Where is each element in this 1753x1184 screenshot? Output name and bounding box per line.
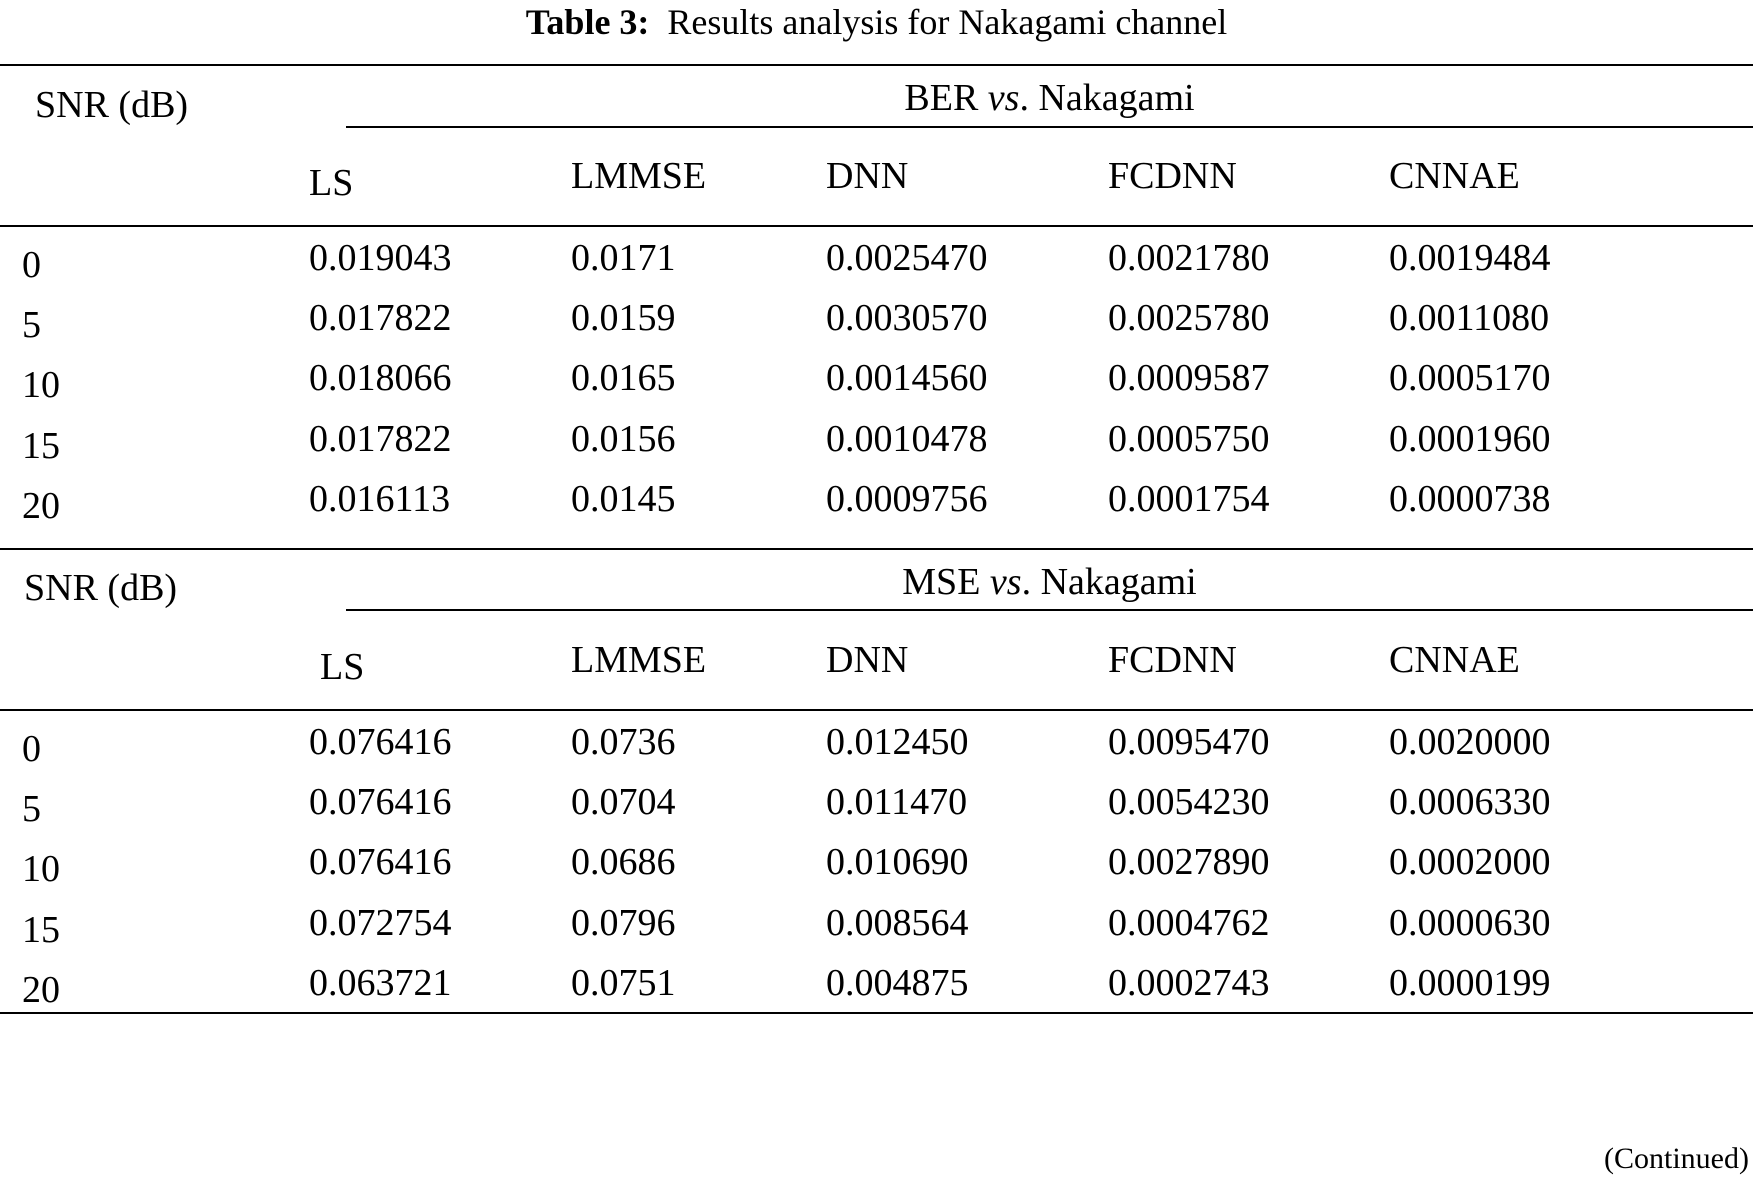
- mse-value: 0.076416: [309, 841, 452, 883]
- continued-note: (Continued): [1604, 1142, 1749, 1175]
- mse-value: 0.004875: [826, 962, 969, 1004]
- mse-value: 0.0000199: [1389, 962, 1551, 1004]
- mse-value: 0.011470: [826, 781, 968, 823]
- ber-value: 0.016113: [309, 478, 451, 520]
- ber-header-rule: [0, 225, 1753, 227]
- bottom-rule: [0, 1012, 1753, 1014]
- mse-value: 0.0006330: [1389, 781, 1551, 823]
- mse-snr: 10: [22, 848, 60, 890]
- ber-value: 0.0009587: [1108, 357, 1270, 399]
- ber-snr: 15: [22, 425, 60, 467]
- ber-channel: . Nakagami: [1019, 77, 1195, 119]
- snr-header-ber: SNR (dB): [35, 84, 189, 126]
- mse-value: 0.0004762: [1108, 902, 1270, 944]
- top-rule: [0, 64, 1753, 66]
- ber-value: 0.0001754: [1108, 478, 1270, 520]
- section-divider-rule: [0, 548, 1753, 550]
- ber-value: 0.0009756: [826, 478, 988, 520]
- mse-header-rule: [0, 709, 1753, 711]
- ber-value: 0.0010478: [826, 418, 988, 460]
- mse-value: 0.0736: [571, 721, 676, 763]
- mse-value: 0.012450: [826, 721, 969, 763]
- ber-col-lmmse: LMMSE: [571, 155, 707, 197]
- table-caption: [0, 2, 1753, 42]
- ber-value: 0.018066: [309, 357, 452, 399]
- mse-value: 0.0020000: [1389, 721, 1551, 763]
- mse-value: 0.0002743: [1108, 962, 1270, 1004]
- ber-col-ls: LS: [309, 162, 354, 204]
- ber-value: 0.0005750: [1108, 418, 1270, 460]
- mse-snr: 20: [22, 969, 60, 1011]
- ber-group-title: [346, 77, 1753, 119]
- ber-col-fcdnn: FCDNN: [1108, 155, 1237, 197]
- table-title: Results analysis for Nakagami channel: [667, 2, 1228, 42]
- mse-value: 0.0751: [571, 962, 676, 1004]
- mse-value: 0.076416: [309, 721, 452, 763]
- mse-col-fcdnn: FCDNN: [1108, 639, 1237, 681]
- ber-snr: 0: [22, 244, 41, 286]
- ber-value: 0.0005170: [1389, 357, 1551, 399]
- ber-col-dnn: DNN: [826, 155, 909, 197]
- mse-value: 0.0686: [571, 841, 676, 883]
- mse-value: 0.0054230: [1108, 781, 1270, 823]
- ber-value: 0.017822: [309, 418, 452, 460]
- ber-value: 0.0145: [571, 478, 676, 520]
- mse-value: 0.0796: [571, 902, 676, 944]
- ber-snr: 5: [22, 304, 41, 346]
- ber-group-rule: [346, 126, 1753, 128]
- ber-value: 0.0156: [571, 418, 676, 460]
- ber-value: 0.0019484: [1389, 237, 1551, 279]
- mse-value: 0.072754: [309, 902, 452, 944]
- mse-snr: 5: [22, 788, 41, 830]
- ber-value: 0.0021780: [1108, 237, 1270, 279]
- ber-vs: vs: [987, 77, 1020, 119]
- ber-value: 0.0159: [571, 297, 676, 339]
- mse-value: 0.010690: [826, 841, 969, 883]
- mse-channel: . Nakagami: [1021, 561, 1197, 603]
- mse-vs: vs: [989, 561, 1022, 603]
- ber-value: 0.0000738: [1389, 478, 1551, 520]
- mse-metric: MSE: [902, 561, 981, 603]
- mse-value: 0.063721: [309, 962, 452, 1004]
- ber-value: 0.019043: [309, 237, 452, 279]
- ber-value: 0.0001960: [1389, 418, 1551, 460]
- mse-col-lmmse: LMMSE: [571, 639, 707, 681]
- mse-value: 0.008564: [826, 902, 969, 944]
- mse-col-dnn: DNN: [826, 639, 909, 681]
- mse-group-rule: [346, 609, 1753, 611]
- ber-metric: BER: [904, 77, 979, 119]
- ber-value: 0.0171: [571, 237, 676, 279]
- mse-value: 0.0002000: [1389, 841, 1551, 883]
- mse-value: 0.0000630: [1389, 902, 1551, 944]
- mse-value: 0.0095470: [1108, 721, 1270, 763]
- mse-col-ls: LS: [320, 646, 365, 688]
- mse-value: 0.0704: [571, 781, 676, 823]
- snr-header-mse: SNR (dB): [24, 567, 178, 609]
- ber-value: 0.0025470: [826, 237, 988, 279]
- mse-value: 0.0027890: [1108, 841, 1270, 883]
- ber-value: 0.0030570: [826, 297, 988, 339]
- table-number: Table 3:: [525, 2, 650, 42]
- mse-value: 0.076416: [309, 781, 452, 823]
- mse-group-title: [346, 561, 1753, 603]
- ber-snr: 20: [22, 485, 60, 527]
- ber-value: 0.0025780: [1108, 297, 1270, 339]
- ber-snr: 10: [22, 364, 60, 406]
- mse-snr: 15: [22, 909, 60, 951]
- ber-value: 0.0014560: [826, 357, 988, 399]
- ber-value: 0.0011080: [1389, 297, 1550, 339]
- mse-col-cnnae: CNNAE: [1389, 639, 1520, 681]
- ber-col-cnnae: CNNAE: [1389, 155, 1520, 197]
- ber-value: 0.0165: [571, 357, 676, 399]
- ber-value: 0.017822: [309, 297, 452, 339]
- mse-snr: 0: [22, 728, 41, 770]
